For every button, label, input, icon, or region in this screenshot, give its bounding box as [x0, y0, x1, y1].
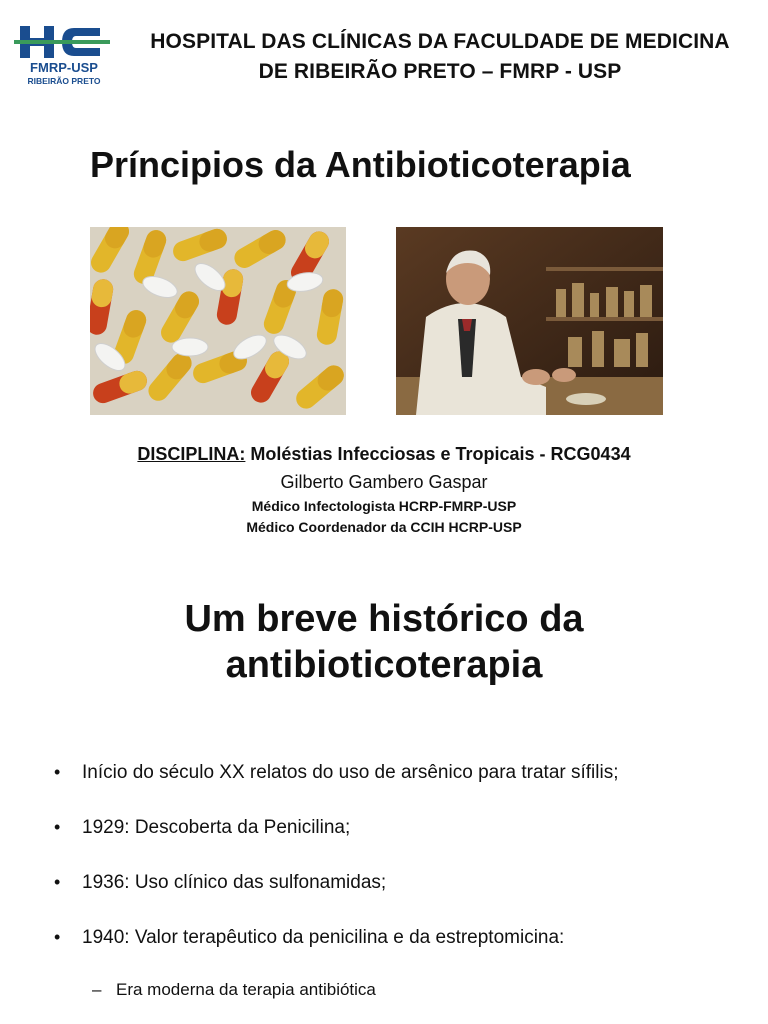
scientist-photo: [396, 227, 663, 415]
author-role-1: Médico Infectologista HCRP-FMRP-USP: [251, 498, 517, 514]
bullet-dot-icon: •: [54, 927, 61, 947]
list-item: [54, 872, 386, 894]
author-name: Gilberto Gambero Gaspar: [280, 472, 488, 492]
section-title-line2: antibioticoterapia: [225, 644, 543, 686]
pills-photo: [90, 227, 346, 415]
list-item: [54, 817, 350, 839]
bullet-dot-icon: •: [54, 817, 61, 837]
course-label: DISCIPLINA:: [137, 444, 246, 464]
bullet-dot-icon: •: [54, 762, 61, 782]
logo-text-line1: FMRP-USP: [30, 60, 98, 75]
hospital-name-line2: DE RIBEIRÃO PRETO – FMRP - USP: [258, 60, 622, 83]
logo-text-line2: RIBEIRÃO PRETO: [27, 76, 101, 86]
list-item: [54, 927, 564, 949]
tablet-shape: [172, 338, 208, 356]
bullet-text: Início do século XX relatos do uso de arsênico para tratar sífilis;: [82, 762, 619, 783]
hospital-name-line1: HOSPITAL DAS CLÍNICAS DA FACULDADE DE MEDICINA: [150, 30, 730, 53]
author-role-2: Médico Coordenador da CCIH HCRP-USP: [246, 519, 522, 535]
section-title: [0, 596, 768, 688]
bullet-text: 1940: Valor terapêutico da penicilina e da estreptomicina:: [82, 927, 565, 948]
section-title-line1: Um breve histórico da: [184, 598, 584, 640]
sub-list-item: [92, 980, 376, 1000]
bullet-dot-icon: •: [54, 872, 61, 892]
bullet-text: 1936: Uso clínico das sulfonamidas;: [82, 872, 387, 893]
hc-fmrp-logo: [14, 22, 118, 88]
course-line: [0, 444, 768, 465]
course-name: Moléstias Infecciosas e Tropicais - RCG0434: [250, 444, 631, 464]
dash-icon: –: [92, 980, 102, 999]
bullet-text: 1929: Descoberta da Penicilina;: [82, 817, 351, 838]
sub-bullet-text: Era moderna da terapia antibiótica: [116, 980, 376, 999]
slide-title: Príncipios da Antibioticoterapia: [90, 144, 631, 185]
list-item: [54, 762, 619, 784]
